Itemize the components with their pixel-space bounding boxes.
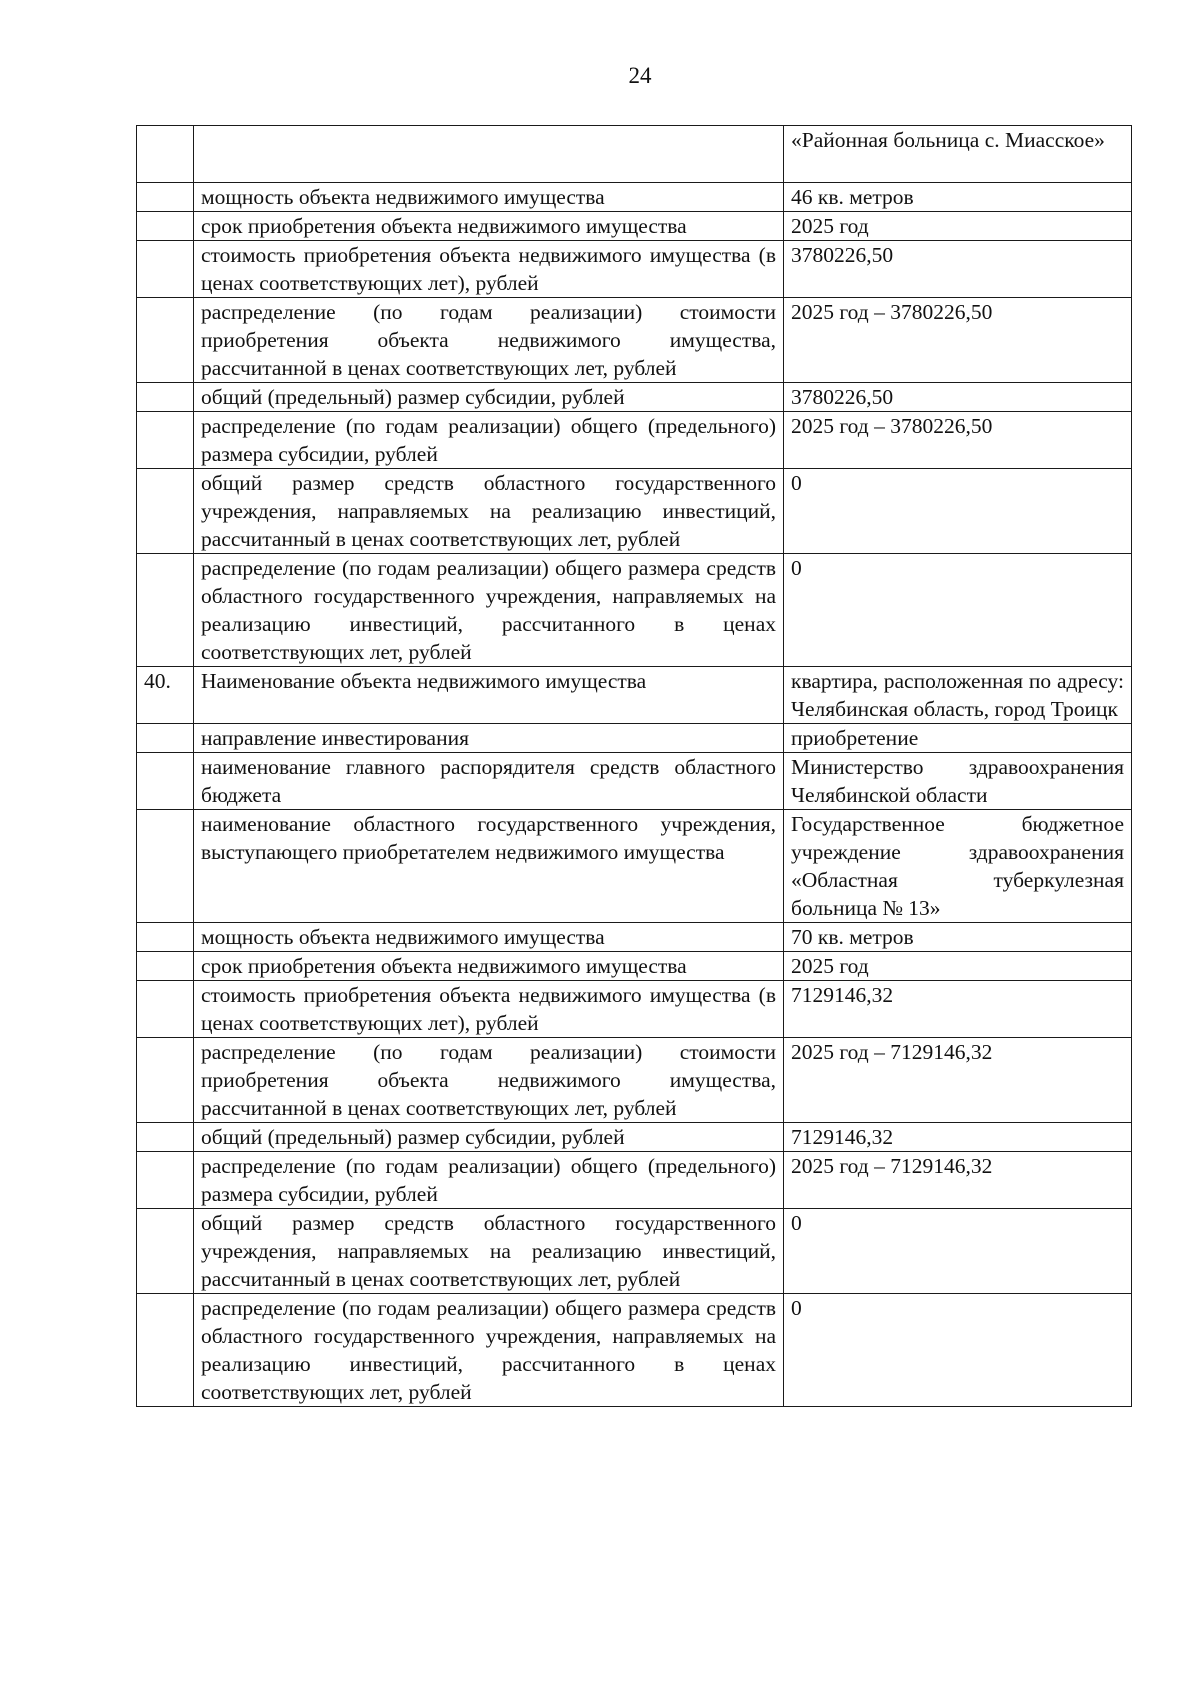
row-number [137,469,194,554]
row-number [137,981,194,1038]
table-row [137,241,1132,298]
row-value: «Районная больница с. Миасское» [784,126,1132,183]
row-value: Государственное бюджетное учреждение здравоохранения «Областная туберкулезная больница № 13» [784,810,1132,923]
row-label: общий (предельный) размер субсидии, рублей [194,1123,784,1152]
investment-objects-table [136,125,1132,1407]
table-row [137,212,1132,241]
row-number [137,1038,194,1123]
row-label: наименование областного государственного учреждения, выступающего приобретателем недвижимого имущества [194,810,784,923]
row-value: 2025 год [784,212,1132,241]
row-number [137,1152,194,1209]
row-label: мощность объекта недвижимого имущества [194,923,784,952]
row-label: общий размер средств областного государственного учреждения, направляемых на реализацию инвестиций, рассчитанный в ценах соответствующих лет, рублей [194,1209,784,1294]
table-row [137,981,1132,1038]
row-number [137,212,194,241]
row-value: 3780226,50 [784,241,1132,298]
row-label: общий (предельный) размер субсидии, рублей [194,383,784,412]
table-row [137,412,1132,469]
table-row [137,923,1132,952]
row-number: 40. [137,667,194,724]
row-value: 0 [784,469,1132,554]
row-value: 2025 год [784,952,1132,981]
row-number [137,412,194,469]
row-number [137,923,194,952]
row-number [137,183,194,212]
row-label: распределение (по годам реализации) общего размера средств областного государственного учреждения, направляемых на реализацию инвестиций, рассчитанного в ценах соответствующих лет, рублей [194,1294,784,1407]
row-label: наименование главного распорядителя средств областного бюджета [194,753,784,810]
table-row [137,667,1132,724]
row-label: распределение (по годам реализации) стоимости приобретения объекта недвижимого имущества, рассчитанной в ценах соответствующих лет, рублей [194,1038,784,1123]
table-row [137,724,1132,753]
row-label: срок приобретения объекта недвижимого имущества [194,212,784,241]
row-value: 7129146,32 [784,1123,1132,1152]
row-value: 46 кв. метров [784,183,1132,212]
row-number [137,1123,194,1152]
row-number [137,1294,194,1407]
row-value: 7129146,32 [784,981,1132,1038]
table-row [137,126,1132,183]
table-row [137,810,1132,923]
row-number [137,724,194,753]
row-number [137,383,194,412]
table-row [137,753,1132,810]
table-row [137,469,1132,554]
table-row [137,1038,1132,1123]
row-number [137,810,194,923]
table-row [137,1209,1132,1294]
table-row [137,1152,1132,1209]
row-value: 70 кв. метров [784,923,1132,952]
row-label: распределение (по годам реализации) общего размера средств областного государственного учреждения, направляемых на реализацию инвестиций, рассчитанного в ценах соответствующих лет, рублей [194,554,784,667]
row-value: 2025 год – 7129146,32 [784,1038,1132,1123]
table-row [137,1123,1132,1152]
row-value: 2025 год – 3780226,50 [784,412,1132,469]
row-value: 0 [784,1209,1132,1294]
table-row [137,554,1132,667]
row-label: мощность объекта недвижимого имущества [194,183,784,212]
row-value: квартира, расположенная по адресу: Челябинская область, город Троицк [784,667,1132,724]
row-value: 0 [784,1294,1132,1407]
row-number [137,1209,194,1294]
row-value: 2025 год – 3780226,50 [784,298,1132,383]
row-label: направление инвестирования [194,724,784,753]
row-number [137,952,194,981]
row-label: Наименование объекта недвижимого имущества [194,667,784,724]
table-row [137,183,1132,212]
table-row [137,383,1132,412]
row-label: срок приобретения объекта недвижимого имущества [194,952,784,981]
row-number [137,298,194,383]
row-value: 0 [784,554,1132,667]
row-label: распределение (по годам реализации) стоимости приобретения объекта недвижимого имущества, рассчитанной в ценах соответствующих лет, рублей [194,298,784,383]
page-number: 24 [628,63,652,88]
table-row [137,298,1132,383]
row-label: стоимость приобретения объекта недвижимого имущества (в ценах соответствующих лет), рублей [194,981,784,1038]
row-value: приобретение [784,724,1132,753]
row-value: Министерство здравоохранения Челябинской области [784,753,1132,810]
row-label: распределение (по годам реализации) общего (предельного) размера субсидии, рублей [194,1152,784,1209]
table-row [137,952,1132,981]
row-label [194,126,784,183]
row-number [137,753,194,810]
row-label: распределение (по годам реализации) общего (предельного) размера субсидии, рублей [194,412,784,469]
table-row [137,1294,1132,1407]
row-number [137,126,194,183]
row-value: 2025 год – 7129146,32 [784,1152,1132,1209]
row-label: стоимость приобретения объекта недвижимого имущества (в ценах соответствующих лет), рублей [194,241,784,298]
row-value: 3780226,50 [784,383,1132,412]
row-number [137,554,194,667]
row-number [137,241,194,298]
row-label: общий размер средств областного государственного учреждения, направляемых на реализацию инвестиций, рассчитанный в ценах соответствующих лет, рублей [194,469,784,554]
